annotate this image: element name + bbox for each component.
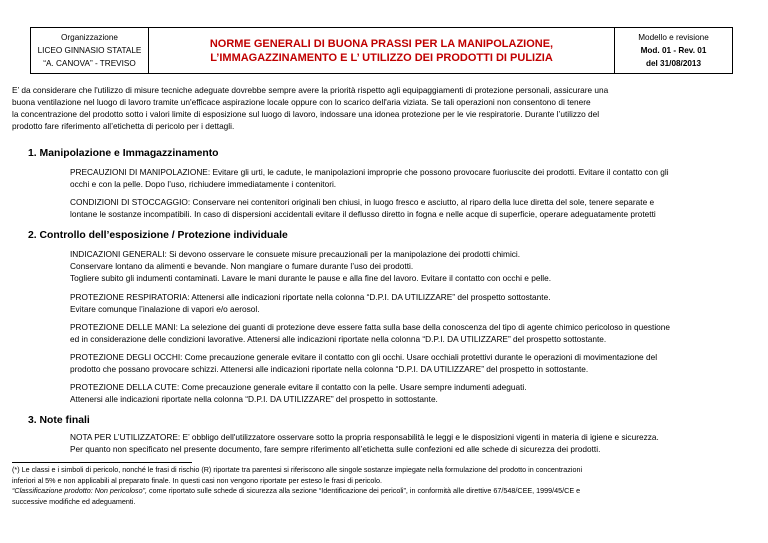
revision-date: del 31/08/2013 <box>645 59 702 68</box>
organization-box <box>31 28 149 73</box>
paragraph-line: Conservare lontano da alimenti e bevande. Non mangiare o fumare durante l’uso dei prodotti. <box>70 261 414 271</box>
organization-label: Organizzazione <box>61 33 118 42</box>
footnote-classification: “Classificazione prodotto: Non pericoloso”, <box>12 486 148 495</box>
organization-name: LICEO GINNASIO STATALE <box>37 46 142 55</box>
paragraph-line: PROTEZIONE DELLA CUTE: Come precauzione generale evitare il contatto con la pelle. Usare sempre indumenti adeguati. <box>70 382 527 392</box>
intro-paragraph <box>12 84 734 132</box>
paragraph-line: occhi e con la pelle. Dopo l’uso, richiudere immediatamente i contenitori. <box>70 179 337 189</box>
section-1-paragraph-1 <box>70 166 730 190</box>
document-header <box>30 27 733 74</box>
section-1-paragraph-2 <box>70 196 730 220</box>
paragraph-line: lontane le sostanze incompatibili. In caso di dispersioni accidentali evitare il deflusso diretto in fogna e nelle acque di superficie, operare adeguatamente protetti <box>70 209 656 219</box>
paragraph-line: PRECAUZIONI DI MANIPOLAZIONE: Evitare gli urti, le cadute, le manipolazioni improprie che possono provocare fuoriuscite dei prodotti. Evitare il contatto con gli <box>70 167 669 177</box>
paragraph-line: Attenersi alle indicazioni riportate nella colonna “D.P.I. DA UTILIZZARE” del prospetto in sottostante. <box>70 394 438 404</box>
section-1-title: 1. Manipolazione e Immagazzinamento <box>28 148 219 159</box>
section-2-title: 2. Controllo dell’esposizione / Protezione individuale <box>28 230 288 241</box>
footnote-line: (*) Le classi e i simboli di pericolo, nonché le frasi di rischio (R) riportate tra parentesi si riferiscono alle singole sostanze impiegate nella formulazione del prodotto in concentrazioni <box>12 465 583 474</box>
section-2-paragraph-3 <box>70 321 730 345</box>
document-title <box>149 28 615 73</box>
section-2-paragraph-2 <box>70 291 730 315</box>
paragraph-line: PROTEZIONE DEGLI OCCHI: Come precauzione generale evitare il contatto con gli occhi. Usare occhiali protettivi durante le operazioni di movimentazione del <box>70 352 658 362</box>
title-line-1: NORME GENERALI DI BUONA PRASSI PER LA MANIPOLAZIONE, <box>209 37 554 50</box>
section-2-paragraph-1 <box>70 248 730 284</box>
intro-line: prodotto fare riferimento all’etichetta di pericolo per i dettagli. <box>12 121 235 131</box>
paragraph-line: Evitare comunque l’inalazione di vapori e/o aerosol. <box>70 304 260 314</box>
revision-label: Modello e revisione <box>638 33 709 42</box>
paragraph-line: INDICAZIONI GENERALI: Si devono osservare le consuete misure precauzionali per la manipolazione dei prodotti chimici. <box>70 249 521 259</box>
revision-value: Mod. 01 - Rev. 01 <box>640 46 707 55</box>
paragraph-line: prodotto che possano provocare schizzi. Attenersi alle indicazioni riportate nella colonna “D.P.I. DA UTILIZZARE” del prospetto in sottostante. <box>70 364 589 374</box>
intro-line: la concentrazione del prodotto sotto i valori limite di esposizione sul luogo di lavoro, indossare una idonea protezione per le vie respiratorie. Durante l’utilizzo del <box>12 109 600 119</box>
footnote-line: inferiori al 5% e non applicabili al preparato finale. In questi casi non vengono riportate per esteso le frasi di pericolo. <box>12 475 382 485</box>
footnote-classification-detail: come riportato sulle schede di sicurezza alla sezione “Identificazione dei pericoli”, in conformità alle direttive 67/548/CEE, 1999/45/CE e <box>147 486 581 495</box>
paragraph-line: ed in considerazione delle condizioni lavorative. Attenersi alle indicazioni riportate nella colonna “D.P.I. DA UTILIZZARE” del prospetto sottostante. <box>70 334 607 344</box>
footnote-divider <box>12 462 192 463</box>
title-line-2: L’IMMAGAZZINAMENTO E L’ UTILIZZO DEI PRODOTTI DI PULIZIA <box>210 51 553 64</box>
footnote-line <box>12 486 734 497</box>
paragraph-line: NOTA PER L’UTILIZZATORE: E’ obbligo dell'utilizzatore osservare sotto la propria responsabilità le leggi e le disposizioni vigenti in materia di igiene e sicurezza. <box>70 432 659 442</box>
footnote-line: successive modifiche ed adeguamenti. <box>12 496 136 506</box>
footnote <box>12 465 734 507</box>
section-2-paragraph-4 <box>70 351 730 375</box>
organization-name-2: “A. CANOVA” - TREVISO <box>43 59 136 68</box>
paragraph-line: PROTEZIONE DELLE MANI: La selezione dei guanti di protezione deve essere fatta sulla base della conoscenza del tipo di agente chimico pericoloso in questione <box>70 322 671 332</box>
paragraph-line: CONDIZIONI DI STOCCAGGIO: Conservare nei contenitori originali ben chiusi, in luogo fresco e asciutto, al riparo della luce diretta del sole, tenere separate e <box>70 197 655 207</box>
section-3-paragraph-1 <box>70 431 730 455</box>
paragraph-line: Per quanto non specificato nel presente documento, fare sempre riferimento all’etichetta sulle confezioni ed alle schede di sicurezza dei prodotti. <box>70 444 601 454</box>
paragraph-line: Togliere subito gli indumenti contaminati. Lavare le mani durante le pause e alla fine del lavoro. Evitare il contatto con occhi e pelle. <box>70 273 552 283</box>
section-2-paragraph-5 <box>70 381 730 405</box>
intro-line: buona ventilazione nel luogo di lavoro tramite un'efficace aspirazione locale oppure con lo scarico dell'aria viziata. Se tali operazioni non consentono di tenere <box>12 97 591 107</box>
revision-box <box>615 28 732 73</box>
paragraph-line: PROTEZIONE RESPIRATORIA: Attenersi alle indicazioni riportate nella colonna “D.P.I. DA UTILIZZARE” del prospetto sottostante. <box>70 292 551 302</box>
intro-line: E’ da considerare che l'utilizzo di misure tecniche adeguate dovrebbe sempre avere la priorità rispetto agli equipaggiamenti di protezione personali, assicurare una <box>12 85 609 95</box>
section-3-title: 3. Note finali <box>28 415 90 426</box>
